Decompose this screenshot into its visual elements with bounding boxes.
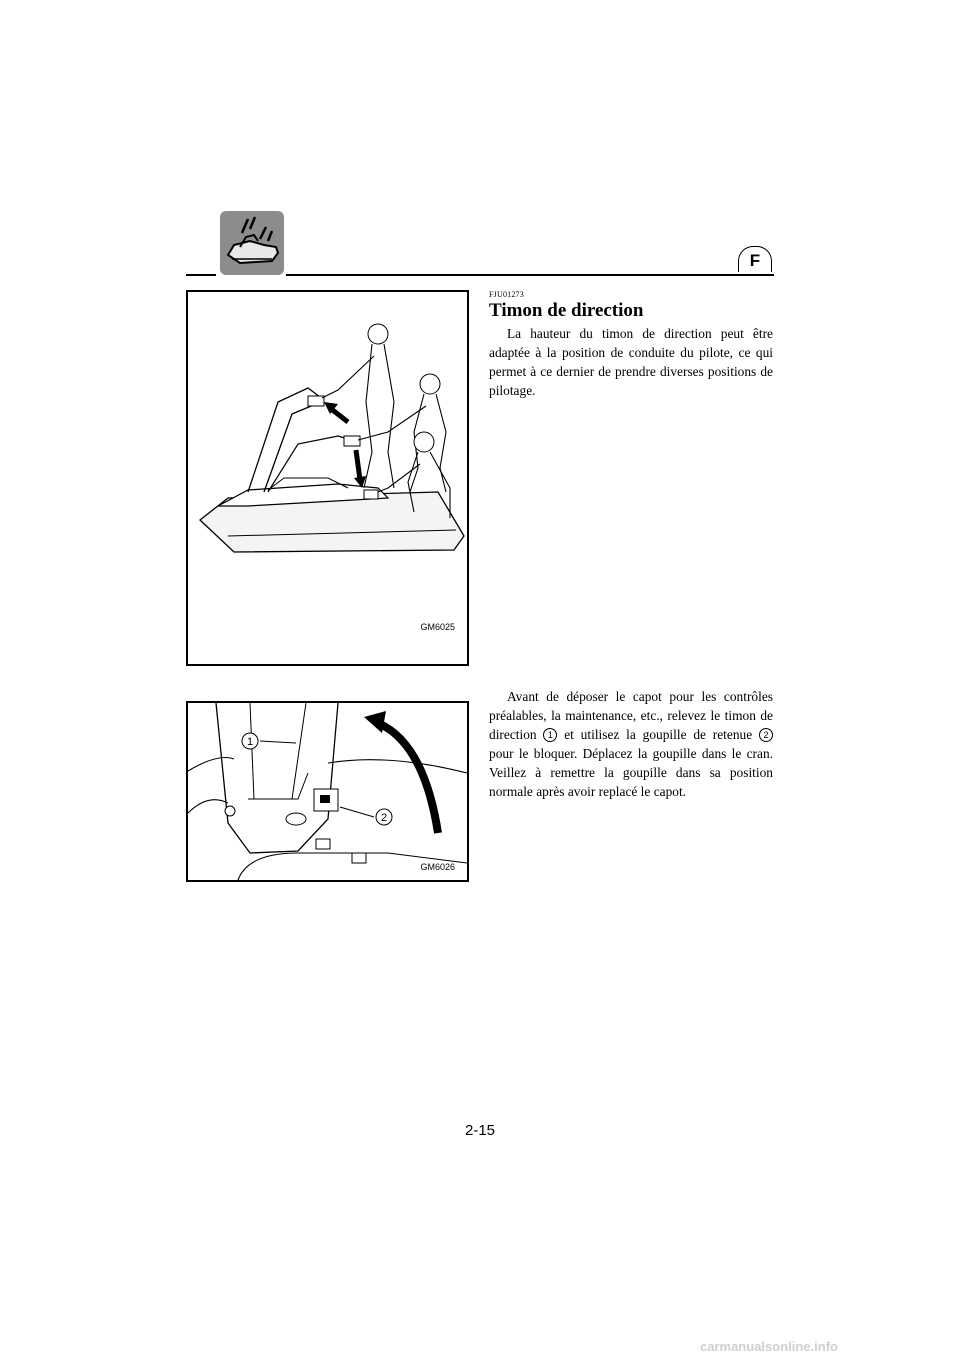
- header-rule-right: [286, 274, 774, 276]
- jet-ski-icon: [220, 211, 284, 275]
- watermark: carmanualsonline.info: [700, 1339, 838, 1354]
- callout-1-label: 1: [246, 736, 254, 748]
- retaining-pin-illustration: [188, 703, 467, 880]
- header-rule-left: [186, 274, 216, 276]
- reference-marker: 2: [759, 728, 773, 742]
- section-title: Timon de direction: [489, 300, 644, 321]
- paragraph-text: pour le bloquer. Déplacez la goupille dans le cran. Veillez à remettre la goupille dans sa position normale après avoir replacé le capot.: [489, 746, 773, 799]
- figure-code: GM6026: [420, 862, 455, 872]
- callout-2-label: 2: [380, 812, 388, 824]
- section-code: FJU01273: [489, 290, 524, 299]
- steering-positions-illustration: [188, 292, 467, 664]
- page-number: 2-15: [464, 1122, 496, 1139]
- reference-marker: 1: [543, 728, 557, 742]
- paragraph-text: et utilisez la goupille de retenue: [564, 727, 753, 742]
- language-badge: F: [738, 246, 772, 272]
- paragraph-steering-height: La hauteur du timon de direction peut être adaptée à la position de conduite du pilote, ce qui permet à ce dernier de prendre diverses positions de pilotage.: [489, 326, 773, 398]
- paragraph-text: Avant de déposer le capot pour les contrôles préalables, la maintenance, etc., relevez le timon de direction: [489, 689, 773, 742]
- figure-retaining-pin: [186, 701, 469, 882]
- paragraph-retaining-pin: [489, 687, 773, 801]
- figure-steering-positions: [186, 290, 469, 666]
- figure-code: GM6025: [420, 622, 455, 632]
